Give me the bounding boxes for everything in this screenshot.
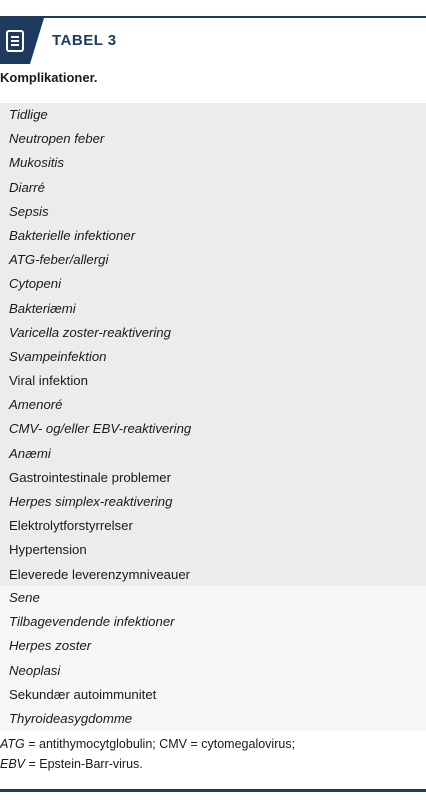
bottom-rule <box>0 789 426 792</box>
table-row: Tidlige <box>9 107 48 122</box>
table-row: Sene <box>9 590 40 605</box>
table-row: Herpes zoster <box>9 638 92 654</box>
table-row: Herpes simplex-reaktivering <box>9 494 173 509</box>
document-icon <box>6 30 24 52</box>
footnote-abbr-atg: ATG <box>0 737 25 751</box>
footnote-abbr-ebv: EBV <box>0 757 26 771</box>
table-footnote <box>0 734 295 774</box>
table-row: Mukositis <box>9 155 64 171</box>
table-row: Svampeinfektion <box>9 348 107 364</box>
table-row: Gastrointestinale problemer <box>9 469 171 485</box>
table-row: Hypertension <box>9 542 87 558</box>
table-row: Tilbagevendende infektioner <box>9 614 175 630</box>
footnote-def-atg-cmv: = antithymocytglobulin; CMV = cytomegalovirus; <box>24 737 296 751</box>
table-row: Elektrolytforstyrrelser <box>9 518 133 534</box>
table-row: Bakteriæmi <box>9 300 76 316</box>
table-row: Cytopeni <box>9 276 62 292</box>
table-row: ATG-feber/allergi <box>9 252 109 268</box>
table-row: Neoplasi <box>9 662 61 678</box>
table-row: Viral infektion <box>9 373 88 389</box>
footnote-line-1 <box>0 734 295 754</box>
table-row: Anæmi <box>9 445 51 461</box>
footnote-line-2 <box>0 754 295 774</box>
badge-tail <box>30 18 44 64</box>
table-row: Bakterielle infektioner <box>9 227 136 243</box>
table-row: Sepsis <box>9 203 49 219</box>
early-complications-section <box>0 103 426 587</box>
table-badge <box>0 18 30 64</box>
table-label: TABEL 3 <box>52 32 117 49</box>
table-row: Thyroideasygdomme <box>9 710 133 726</box>
table-row: CMV- og/eller EBV-reaktivering <box>9 421 192 437</box>
table-caption: Komplikationer. <box>0 70 98 85</box>
table-row: Eleverede leverenzymniveauer <box>9 566 191 582</box>
table-row: Neutropen feber <box>9 131 105 147</box>
footnote-def-ebv: = Epstein-Barr-virus. <box>25 757 143 771</box>
table-row: Varicella zoster-reaktivering <box>9 324 171 340</box>
table-row: Sekundær autoimmunitet <box>9 686 157 702</box>
table-row: Diarré <box>9 179 45 195</box>
table-row: Amenoré <box>9 397 63 413</box>
late-complications-section <box>0 586 426 731</box>
table-header <box>0 16 426 64</box>
